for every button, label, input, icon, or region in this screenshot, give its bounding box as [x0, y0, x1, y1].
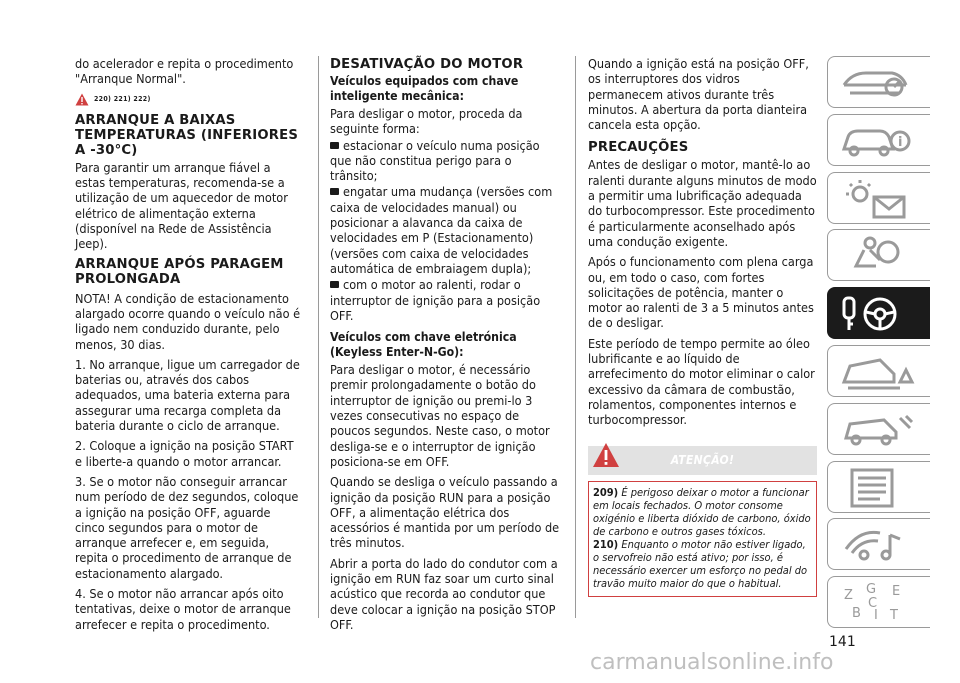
column-right: [588, 56, 818, 597]
svg-text:G: G: [866, 583, 877, 598]
heading-engine-off: DESATIVAÇÃO DO MOTOR: [330, 57, 524, 72]
warning-item-209: 209) É perigoso deixar o motor a funcionar em locais fechados. O motor consome oxigénio e liberta dióxido de carbono, óxido de carbono e outros gases tóxicos.: [593, 485, 811, 538]
tab-technical-data[interactable]: [827, 461, 930, 513]
bullet-item: estacionar o veículo numa posição que não constitua perigo para o trânsito;: [330, 137, 540, 184]
subheading-keyless: Veículos com chave eletrónica (Keyless Enter-N-Go):: [330, 330, 517, 360]
paragraph-precautions-2: Após o funcionamento com plena carga ou, em todo o caso, com fortes solicitações de potência, manter o motor ao ralenti de 3 a 5 minutos antes de o desligar.: [588, 254, 814, 331]
column-divider: [318, 56, 319, 618]
warning-title: ATENÇÃO!: [670, 452, 735, 467]
warning-body: [588, 481, 817, 597]
paragraph-key-intro: Para desligar o motor, proceda da seguinte forma:: [330, 106, 523, 137]
paragraph-precautions-3: Este período de tempo permite ao óleo lubrificante e ao líquido de arrefecimento do motor eliminar o calor excessivo da câmara de combustão, rolamentos, componentes internos e turbocompressor.: [588, 335, 815, 428]
warning-item-210: 210) Enquanto o motor não estiver ligado, o servofreio não está ativo; por isso, é necessário exercer um esforço no pedal do travão muito maior do que o habitual.: [593, 537, 808, 590]
multimedia-icon: [840, 525, 920, 565]
warning-header: [588, 446, 817, 475]
chapter-tabs: [827, 56, 930, 634]
car-maintenance-icon: [840, 410, 920, 450]
key-steering-wheel-icon: [840, 294, 920, 334]
page-number: 141: [829, 634, 856, 650]
tab-vehicle-info[interactable]: [827, 114, 930, 166]
svg-text:C: C: [868, 596, 878, 612]
step-1: 1. No arranque, ligue um carregador de baterias ou, através dos cabos adequados, uma bateria externa para assegurar uma recarga completa da bateria durante o ciclo de arranque.: [75, 356, 300, 434]
tab-dashboard[interactable]: [827, 56, 930, 108]
car-info-icon: [840, 121, 920, 161]
svg-text:Z: Z: [844, 588, 853, 604]
bullet-icon: [330, 142, 339, 149]
car-breakdown-icon: [840, 352, 920, 392]
tab-emergency[interactable]: [827, 345, 930, 397]
tab-maintenance[interactable]: [827, 403, 930, 455]
paragraph-keyless-2: Quando se desliga o veículo passando a ignição da posição RUN para a posição OFF, a alimentação elétrica dos acessórios é mantida por um período de três minutos.: [330, 474, 560, 551]
warning-box: [588, 446, 817, 597]
paragraph-precautions-1: Antes de desligar o motor, mantê-lo ao ralenti durante alguns minutos de modo a permitir uma lubrificação adequada do turbocompressor. Este procedimento é particularmente aconselhado após uma condução exigente.: [588, 157, 817, 249]
svg-text:I: I: [874, 608, 878, 624]
tab-index[interactable]: [827, 576, 930, 628]
column-middle: [330, 55, 562, 637]
paragraph-keyless-1: Para desligar o motor, é necessário premir prolongadamente o botão do interruptor de ignição ou premi-lo 3 vezes consecutivas no espaço de poucos segundos. Neste caso, o motor desliga-se e o interruptor de ignição posiciona-se em OFF.: [330, 362, 550, 469]
paragraph-note: NOTA! A condição de estacionamento alargado ocorre quando o veículo não é ligado nem conduzido durante, pelo menos, 30 dias.: [75, 290, 301, 352]
warning-reference: [75, 92, 303, 107]
paragraph-keyless-3: Abrir a porta do lado do condutor com a ignição em RUN faz soar um curto sinal acústico que recorda ao condutor que deve colocar a ignição na posição STOP OFF.: [330, 555, 558, 632]
subheading-mechanical-key: Veículos equipados com chave inteligente mecânica:: [330, 74, 519, 103]
specifications-list-icon: [840, 468, 920, 508]
paragraph-windows: Quando a ignição está na posição OFF, os interruptores dos vidros permanecem ativos durante três minutos. A abertura da porta dianteira cancela esta opção.: [588, 56, 809, 133]
intro-text: do acelerador e repita o procedimento "Arranque Normal".: [75, 56, 294, 87]
tab-start-drive[interactable]: [827, 287, 930, 339]
column-divider: [575, 56, 576, 618]
dashboard-car-icon: [840, 63, 920, 103]
bullet-icon: [330, 281, 339, 288]
lights-mail-icon: [840, 179, 920, 219]
watermark: carmanualsonline.info: [590, 650, 834, 675]
warning-ref-codes: 220) 221) 222): [94, 94, 151, 103]
airbag-seat-icon: [840, 236, 920, 276]
tab-multimedia[interactable]: [827, 518, 930, 570]
svg-text:T: T: [890, 608, 898, 624]
alphabetical-index-icon: [840, 583, 920, 623]
svg-text:i: i: [898, 134, 903, 150]
step-2: 2. Coloque a ignição na posição START e liberte-a quando o motor arrancar.: [75, 438, 294, 469]
warning-triangle-icon: [75, 93, 89, 106]
heading-precautions: PRECAUÇÕES: [588, 140, 689, 156]
tab-lights-messages[interactable]: [827, 172, 930, 224]
bullet-icon: [330, 188, 339, 195]
heading-long-stop: ARRANQUE APÓS PARAGEM PROLONGADA: [75, 256, 284, 287]
paragraph-cold-start: Para garantir um arranque fiável a estas temperaturas, recomenda-se a utilização de um aquecedor de motor elétrico de alimentação externa (disponível na Rede de Assistência Jeep).: [75, 159, 288, 252]
bullet-item: engatar uma mudança (versões com caixa de velocidades manual) ou posicionar a alavanca da caixa de velocidades em P (Estacionamento) (versões com caixa de velocidades automática de embraiagem dupla);: [330, 184, 553, 276]
svg-text:B: B: [852, 606, 861, 622]
svg-text:E: E: [892, 584, 901, 600]
tab-safety[interactable]: [827, 229, 930, 281]
heading-cold-start: ARRANQUE A BAIXAS TEMPERATURAS (INFERIORES A -30°C): [75, 112, 299, 158]
bullet-item: com o motor ao ralenti, rodar o interruptor de ignição para a posição OFF.: [330, 277, 541, 323]
step-3: 3. Se o motor não conseguir arrancar num período de dez segundos, coloque a ignição na posição OFF, aguarde cinco segundos para o motor de arranque arrefecer e, em seguida, repita o procedimento de arranque de estacionamento alargado.: [75, 473, 299, 581]
column-left: [75, 56, 303, 637]
step-4: 4. Se o motor não arrancar após oito tentativas, deixe o motor de arranque arrefecer e repita o procedimento.: [75, 586, 291, 632]
